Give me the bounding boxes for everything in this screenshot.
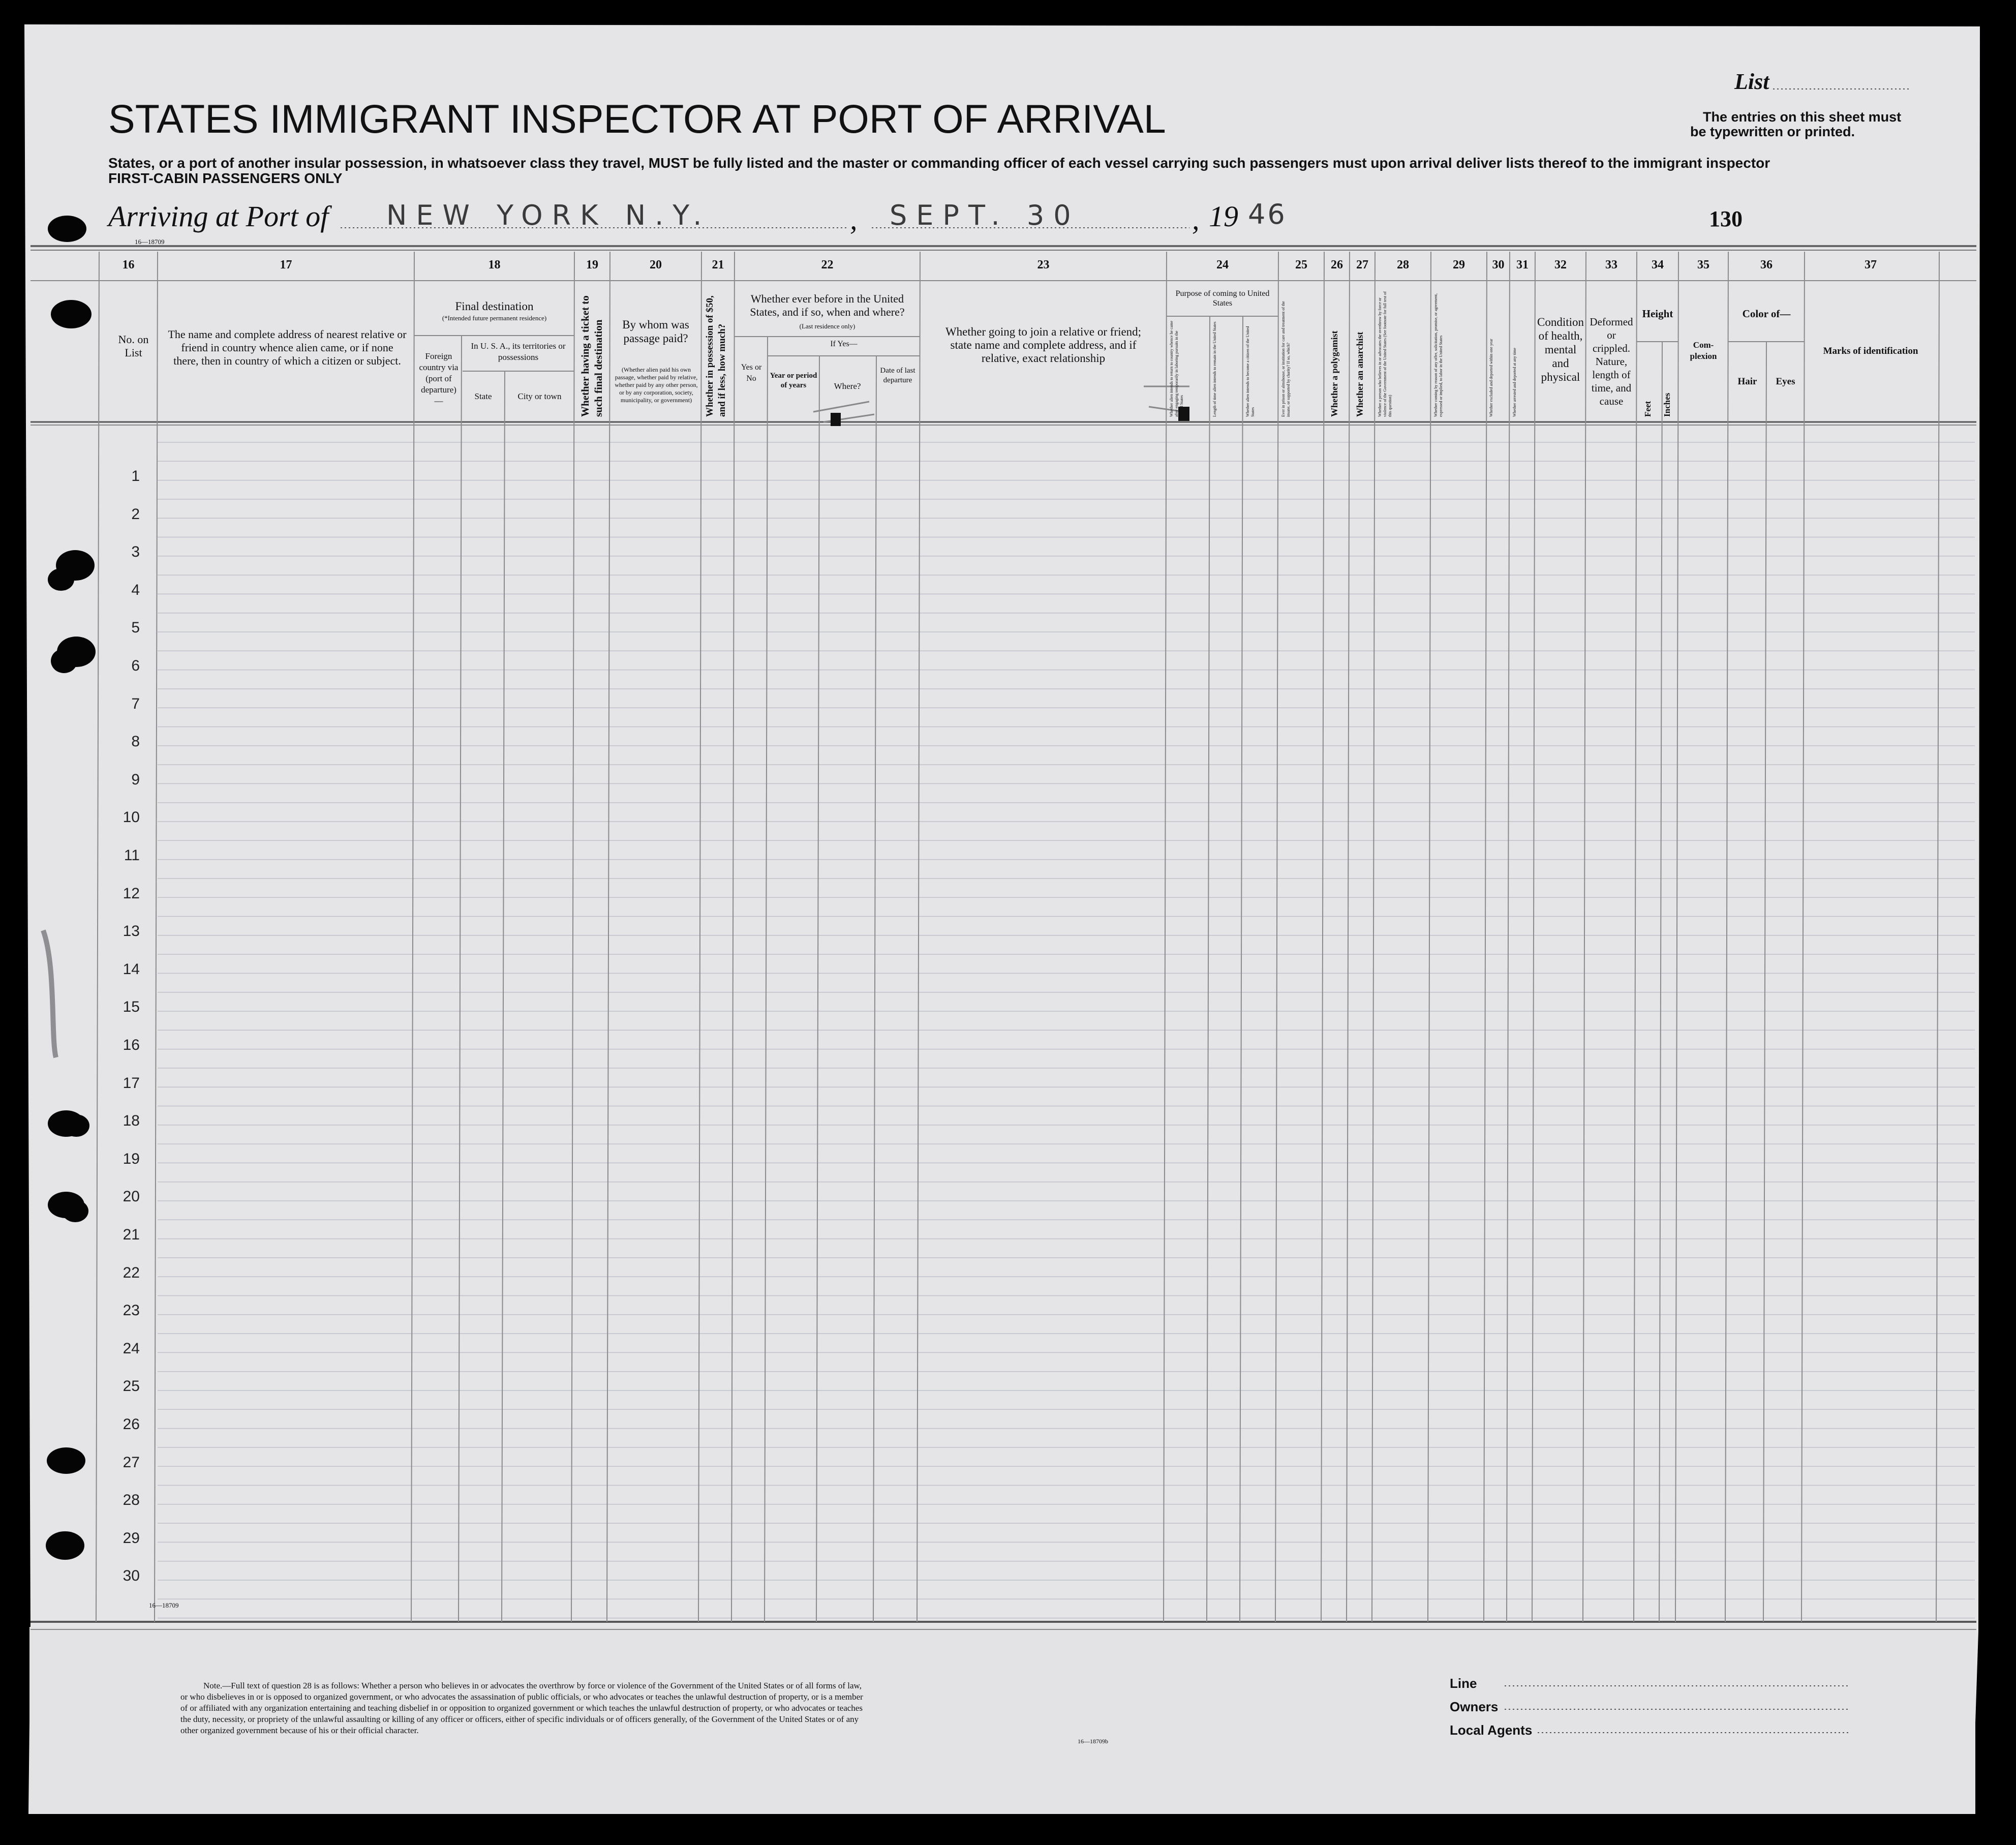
col23-label-text: Whether going to join a relative or friend; state name and complete address, and if relative, exact relationship [945,325,1142,365]
row-number: 4 [131,581,140,598]
col22-where: Where? [834,381,861,391]
row-number: 26 [123,1416,140,1433]
col24-label [1167,289,1278,308]
col24-b [1212,320,1243,417]
col34-label: Height [1642,308,1673,320]
col16-label [109,333,158,359]
col-num-29: 29 [1453,258,1465,271]
form-code-top: 16—18709 [135,238,165,246]
footnote-line-5: other organized government because of his or their official character. [180,1726,419,1735]
row-number: 5 [131,619,140,637]
row-number: 9 [131,771,140,788]
col-num-16: 16 [122,258,135,271]
row-number: 12 [123,885,140,902]
col31-label [1512,290,1533,417]
col22-yes-no [736,362,767,384]
form-code-bottom: 16—18709 [149,1601,179,1609]
row-number: 19 [123,1150,140,1167]
col19-label [578,290,606,417]
col24-a-text: Whether alien intends to return to country whence he came after engaging temporarily in laboring pursuits in the United States [1169,320,1184,417]
col-num-23: 23 [1037,258,1050,271]
col22-period [769,371,818,390]
row-number: 18 [123,1112,140,1130]
col-num-19: 19 [586,258,598,271]
col29-label [1433,290,1484,417]
col22-label [737,292,918,319]
col22-date-text: Date of last departure [880,367,915,384]
row-number: 30 [123,1567,140,1585]
col35-label [1680,340,1727,362]
comma-1: , [850,203,858,236]
col31-label-text: Whether arrested and deported at any time [1512,348,1517,417]
col22-if-yes: If Yes— [830,340,858,348]
col18-city: City or town [517,391,562,401]
row-number: 27 [123,1454,140,1471]
col33-label [1587,315,1636,408]
col28-label-text: Whether a person who believes in or advocates the overthrow by force or violence of the Government of the United States (See footnote for full text of this question) [1378,291,1392,417]
col-num-24: 24 [1216,258,1229,271]
col34-feet-text: Feet [1643,401,1653,417]
row-number: 20 [123,1188,140,1205]
col21-label-text: Whether in possession of $50, and if less, how much? [705,295,727,417]
entries-note-2: be typewritten or printed. [1690,124,1855,139]
comma-2: , [1192,203,1200,236]
col-num-22: 22 [821,258,834,271]
row-number: 3 [131,543,140,561]
year-prefix: 19 [1209,200,1238,233]
form-code-note: 16—18709b [1078,1738,1108,1745]
col-num-35: 35 [1697,258,1709,271]
row-number: 16 [123,1037,140,1053]
paper [24,24,1980,1814]
col-num-25: 25 [1295,258,1307,271]
col22-label-text: Whether ever before in the United States, and if so, when and where? [750,292,905,318]
row-number: 6 [131,657,140,674]
col24-c [1245,320,1276,417]
col-num-28: 28 [1397,258,1409,271]
col32-label-text: Condition of health, mental and physical [1537,316,1584,383]
row-number: 21 [123,1226,140,1243]
form-subtitle: States, or a port of another insular possession, in whatsoever class they travel, MUST be fully listed and the master or commanding officer of each vessel carrying such passengers must upon arrival deliver lists thereof to the immigrant inspector [108,155,1770,171]
entries-note-1: The entries on this sheet must [1703,109,1902,125]
col34-inches [1662,376,1675,417]
row-number: 29 [123,1529,140,1547]
ink-blot [831,413,841,426]
col35-label-text: Com- plexion [1690,340,1717,361]
col30-label [1489,290,1508,417]
col20-label [618,318,694,345]
col16-label-text: No. on List [118,333,149,359]
row-number: 15 [123,999,140,1016]
col18-usa [464,341,573,363]
sheet-number: 130 [1709,206,1743,231]
col22-date [876,366,919,385]
row-number: 7 [131,695,140,712]
col18-foreign-text: Foreign country via (port of departure) — [419,351,459,406]
row-number: 8 [131,733,140,750]
local-agents-label: Local Agents [1450,1722,1533,1738]
col-num-17: 17 [280,258,292,271]
row-number: 1 [131,468,140,485]
col36-hair: Hair [1737,376,1757,387]
col24-b-text: Length of time alien intends to remain in the United States [1212,321,1217,417]
col26-label [1329,290,1345,417]
col18-foreign [416,351,462,407]
col-num-20: 20 [650,258,662,271]
line-label: Line [1450,1676,1477,1691]
arriving-label: Arriving at Port of [108,200,329,233]
row-number: 24 [123,1340,140,1357]
col-num-32: 32 [1554,258,1567,271]
col22-period-text: Year or period of years [770,372,817,389]
col-num-36: 36 [1760,258,1773,271]
col-num-37: 37 [1865,258,1877,271]
col22-yes-no-text: Yes or No [741,363,762,383]
col24-label-text: Purpose of coming to United States [1175,289,1270,308]
list-label: List [1734,69,1769,94]
row-number: 22 [123,1264,140,1281]
col20-sub [613,366,700,404]
col20-sub-text: (Whether alien paid his own passage, whether paid by relative, whether paid by any other person, or by any corporation, society, municipality, or government) [615,366,698,404]
owners-label: Owners [1450,1699,1499,1714]
year-suffix: 46 [1248,198,1287,230]
col17-label [168,328,407,368]
col32-label [1536,315,1585,384]
footnote-line-4: the duty, necessity, or propriety of the unlawful assaulting or killing of any officer or officers, either of specific individuals or of officers generally, of the Government of the United States or of any [180,1714,859,1724]
col20-label-text: By whom was passage paid? [622,318,689,345]
col24-a [1169,320,1209,417]
footnote-line-2: or who disbelieves in or is opposed to organized government, or who advocates the assassination of public officials, or who advocates or teaches the unlawful destruction of property, or is a member [180,1692,863,1702]
date-value: SEPT. 30 [890,199,1080,231]
row-number: 23 [123,1302,140,1319]
row-number: 14 [123,960,140,978]
col34-feet [1643,376,1656,417]
col-num-18: 18 [488,258,501,271]
row-number: 13 [123,923,140,940]
footnote-line-1: Note.—Full text of question 28 is as follows: Whether a person who believes in or advocates the overthrow by force or violence of the Government of the United States or of all forms of law, [203,1681,862,1690]
col18-usa-text: In U. S. A., its territories or possessions [471,341,566,362]
col25-label [1281,290,1322,417]
row-number: 10 [123,809,140,826]
row-number: 2 [131,505,140,523]
form-title: STATES IMMIGRANT INSPECTOR AT PORT OF ARRIVAL [108,96,1166,141]
footnote-line-3: of or affiliated with any organization entertaining and teaching disbelief in or opposition to organized government or which teaches the unlawful destruction of property, or who advocates or teaches [180,1703,863,1713]
col24-c-text: Whether alien intends to become a citizen of the United States [1245,326,1255,417]
col34-inches-text: Inches [1662,392,1672,417]
col28-label [1378,290,1428,417]
row-number: 25 [123,1378,140,1395]
col-num-30: 30 [1492,258,1505,271]
row-number: 28 [123,1492,140,1509]
class-line: FIRST-CABIN PASSENGERS ONLY [108,170,343,186]
col37-label: Marks of identification [1823,346,1918,356]
col36-eyes: Eyes [1776,376,1795,387]
col-num-26: 26 [1331,258,1343,271]
col22-sub: (Last residence only) [799,322,856,330]
col21-label [704,290,732,417]
col-num-21: 21 [712,258,724,271]
col33-label-text: Deformed or crippled. Nature, length of time, and cause [1590,316,1633,407]
col26-label-text: Whether a polygamist [1329,330,1339,417]
col-num-33: 33 [1605,258,1617,271]
col-num-34: 34 [1652,258,1664,271]
col25-label-text: Ever in prison or almshouse, or institution for care and treatment of the insane, or supported by charity? If so, which? [1281,301,1291,417]
col17-label-text: The name and complete address of nearest relative or friend in country whence alien came, or if none there, then in country of which a citizen or subject. [168,328,407,367]
col36-label: Color of— [1742,308,1791,320]
col27-label [1355,290,1370,417]
col18-sub: (*Intended future permanent residence) [442,314,547,322]
col30-label-text: Whether excluded and deported within one year [1489,339,1493,417]
col19-label-text: Whether having a ticket to such final destination [579,295,604,417]
col-num-31: 31 [1516,258,1529,271]
col18-label: Final destination [455,300,534,313]
col18-state: State [474,391,492,401]
col-num-27: 27 [1356,258,1368,271]
port-value: NEW YORK N.Y. [386,199,711,231]
col27-label-text: Whether an anarchist [1355,331,1365,417]
col23-label [938,325,1149,365]
row-number: 17 [123,1074,140,1092]
row-number: 11 [124,847,140,864]
col29-label-text: Whether coming by reason of any offer, solicitation, promise, or agreement, expressed or implied, to labor in the United States [1433,293,1443,417]
